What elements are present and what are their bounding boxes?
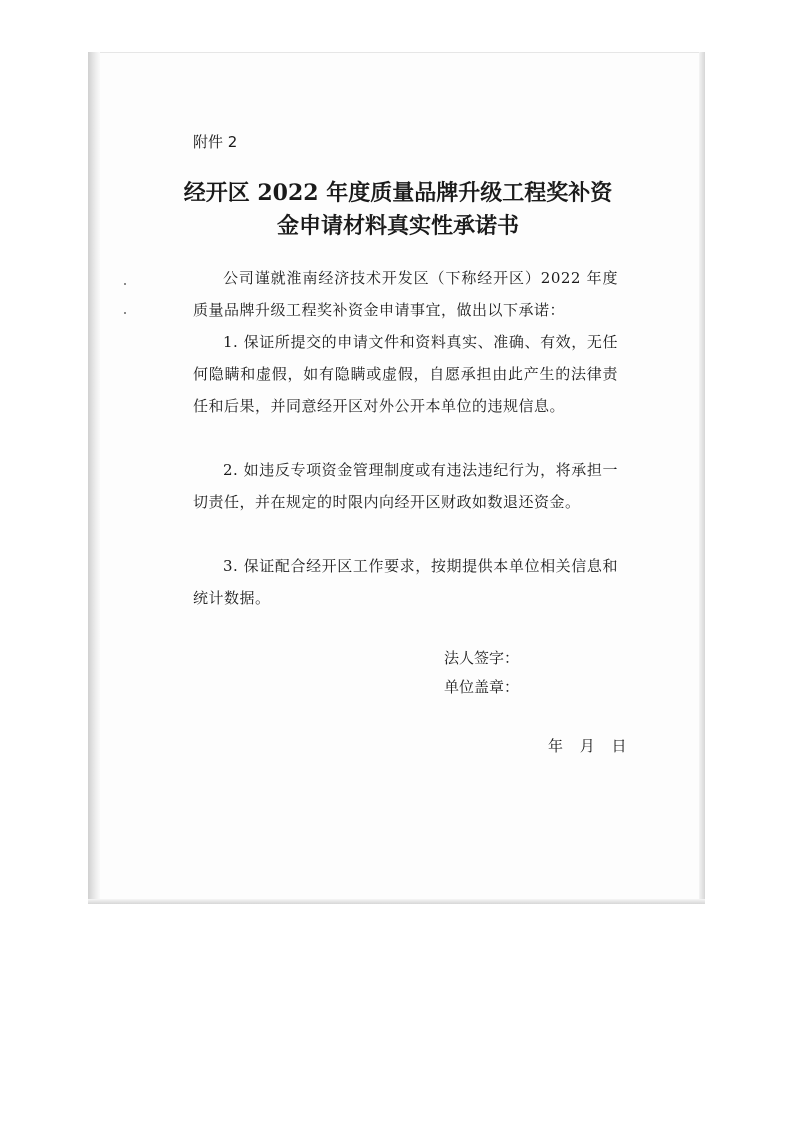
legal-person-signature-label: 法人签字：: [444, 649, 520, 667]
commitment-item-2: 2. 如违反专项资金管理制度或有违法违纪行为，将承担一切责任，并在规定的时限内向经开区财政如数退还资金。: [193, 461, 618, 511]
scan-edge-bottom: [88, 899, 705, 904]
scan-speck: [124, 283, 126, 285]
commitment-item-3: 3. 保证配合经开区工作要求，按期提供本单位相关信息和统计数据。: [193, 557, 618, 607]
scan-speck: [124, 312, 126, 314]
attachment-label: 附件 2: [193, 133, 238, 151]
title-line-2: 金申请材料真实性承诺书: [276, 213, 519, 239]
scan-edge-left: [88, 52, 100, 904]
commitment-item-1: 1. 保证所提交的申请文件和资料真实、准确、有效，无任何隐瞒和虚假，如有隐瞒或虚假，自愿承担由此产生的法律责任和后果，并同意经开区对外公开本单位的违规信息。: [193, 333, 618, 415]
date-line: 年 月 日: [548, 737, 627, 755]
intro-paragraph: 公司谨就淮南经济技术开发区（下称经开区）2022 年度质量品牌升级工程奖补资金申请事宜，做出以下承诺：: [193, 269, 618, 319]
document-title: [170, 177, 626, 243]
title-line-1: 经开区 2022 年度质量品牌升级工程奖补资: [183, 180, 613, 206]
scan-edge-right: [699, 52, 705, 904]
company-seal-label: 单位盖章：: [444, 678, 520, 696]
